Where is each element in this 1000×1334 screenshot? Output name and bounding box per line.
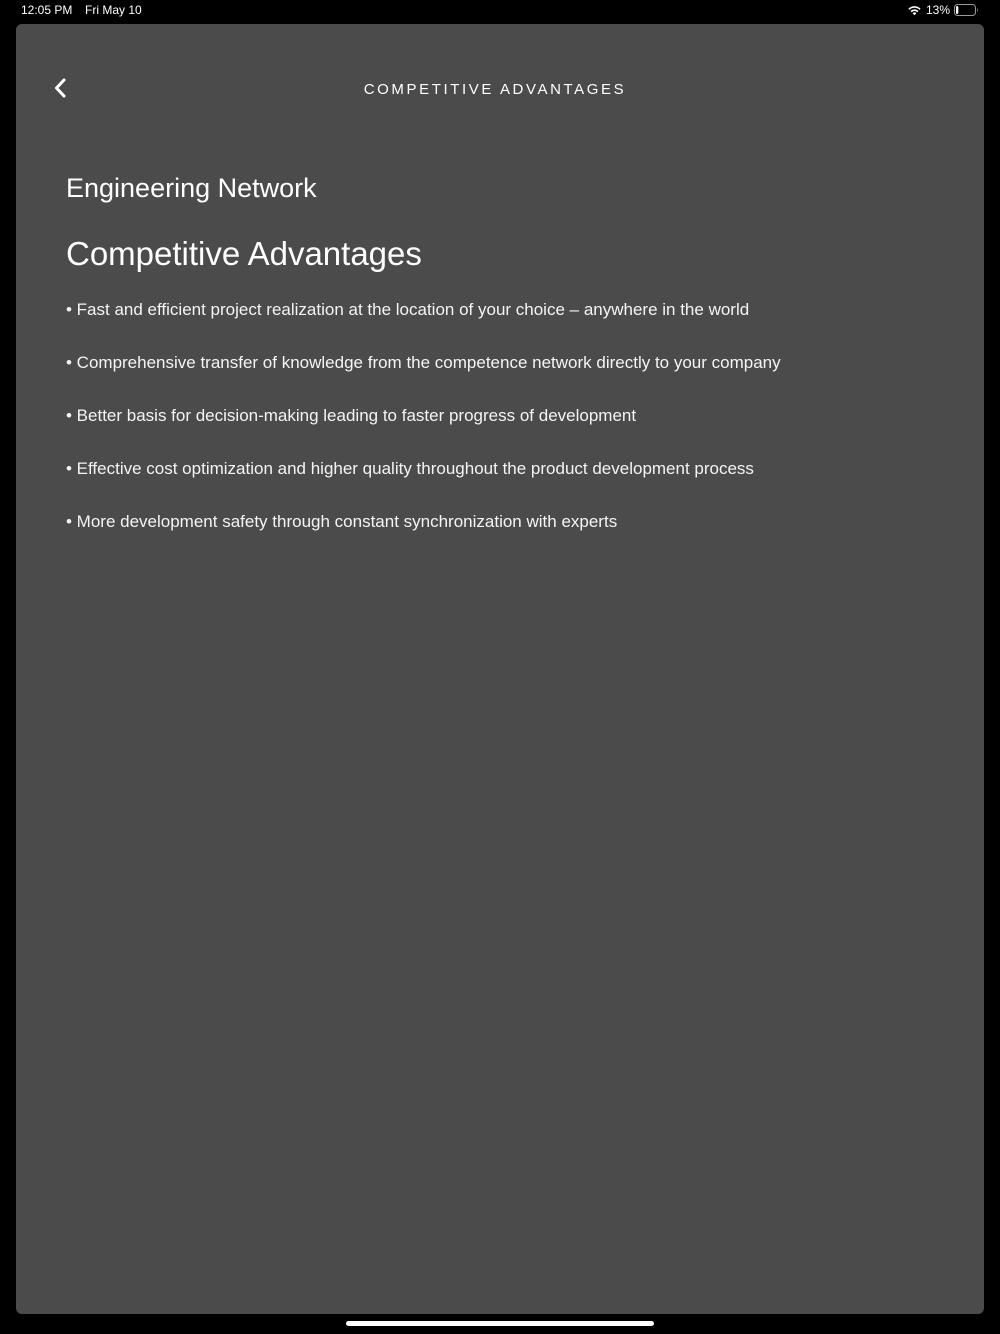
advantage-item: • Fast and efficient project realization at the location of your choice – anywhere in the world [66,300,750,319]
advantage-item: • Comprehensive transfer of knowledge from the competence network directly to your company [66,353,781,372]
battery-percent: 13% [925,3,950,17]
advantage-item: • Effective cost optimization and higher quality throughout the product development process [66,459,754,478]
status-bar [0,0,1000,22]
status-time: 12:05 PM [21,3,73,17]
status-date: Fri May 10 [85,3,142,17]
home-indicator[interactable] [346,1321,654,1326]
advantages-list [66,298,946,534]
status-indicators [907,3,979,17]
advantage-item: • More development safety through constant synchronization with experts [66,512,618,531]
navigation-bar [16,24,984,154]
battery-icon [954,4,979,16]
wifi-icon [907,4,922,16]
nav-title: COMPETITIVE ADVANTAGES [363,81,627,98]
section-label: Engineering Network [66,173,317,203]
advantage-item: • Better basis for decision-making leading to faster progress of development [66,406,637,425]
modal-sheet [16,24,984,1314]
page-heading: Competitive Advantages [66,235,422,272]
content-area [66,170,946,563]
